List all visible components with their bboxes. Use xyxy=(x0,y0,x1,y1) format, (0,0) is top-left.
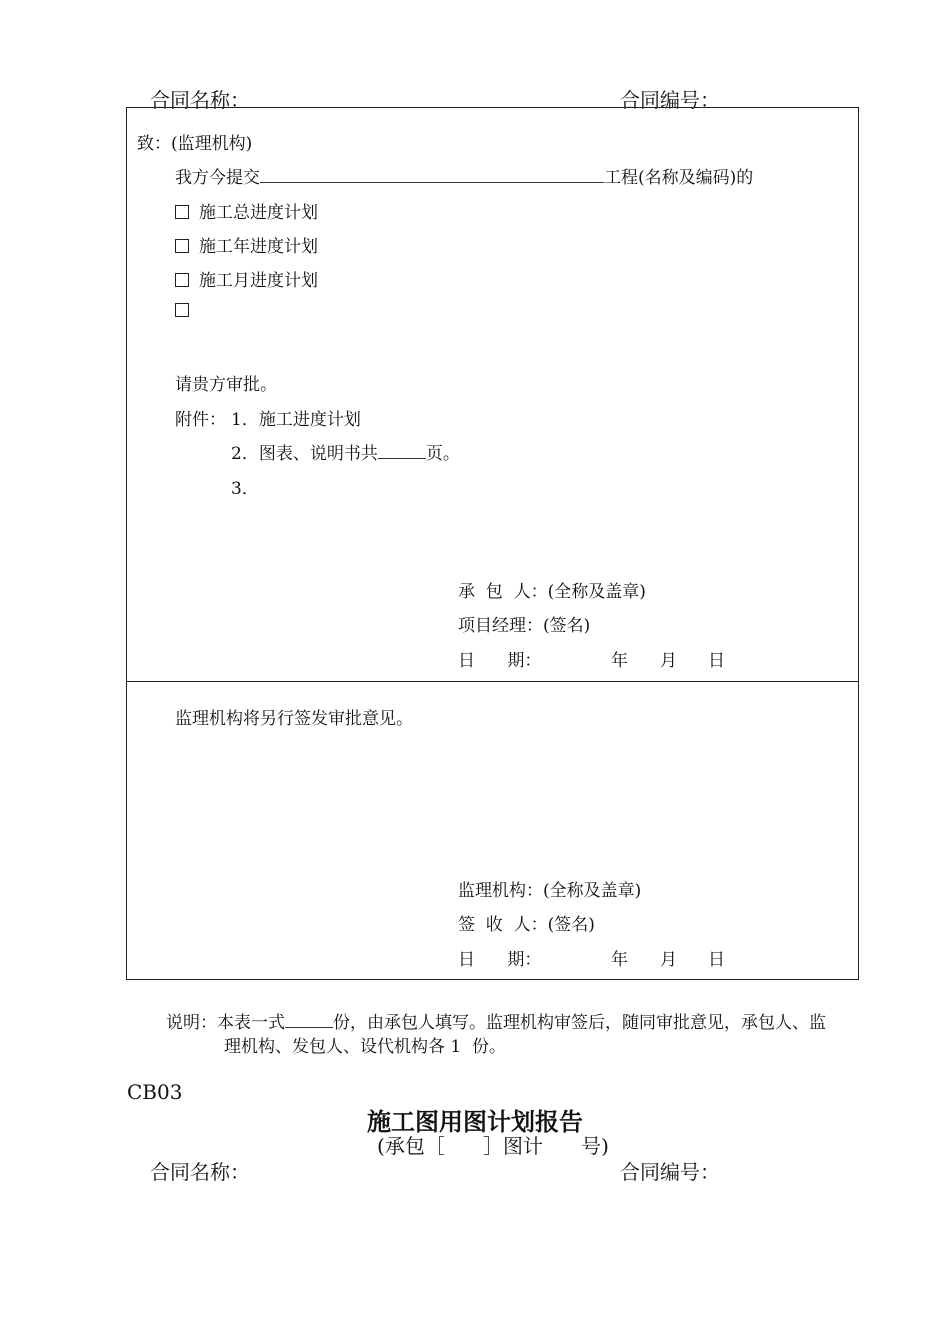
receiver-label: 签 收 人：(签名) xyxy=(458,915,595,935)
attach-item-2 xyxy=(231,439,460,464)
project-name-field[interactable] xyxy=(260,168,604,183)
note-line-1-prefix: 说明：本表一式 xyxy=(166,1013,285,1033)
copies-field[interactable] xyxy=(285,1013,333,1028)
date2-day-unit: 日 xyxy=(708,950,725,970)
option-label: 施工年进度计划 xyxy=(199,237,318,257)
option-label: 施工总进度计划 xyxy=(199,203,318,223)
attach-item-3: 3． xyxy=(231,479,259,499)
attach-item-2-suffix: 页。 xyxy=(425,444,460,464)
date-label: 日 期： xyxy=(458,651,542,671)
contract-name-label-2: 合同名称： xyxy=(150,1160,250,1184)
contract-no-label-2: 合同编号： xyxy=(620,1160,720,1184)
project-manager-label: 项目经理：(签名) xyxy=(458,616,591,636)
submit-suffix: 工程(名称及编码)的 xyxy=(604,168,754,188)
attach-item-1: 1．施工进度计划 xyxy=(231,410,361,430)
submit-line xyxy=(175,163,753,188)
contract-name-label: 合同名称： xyxy=(150,88,250,112)
checkbox-icon[interactable] xyxy=(175,239,189,253)
checkbox-icon[interactable] xyxy=(175,303,189,317)
request-text: 请贵方审批。 xyxy=(175,375,277,395)
option-monthly-plan[interactable] xyxy=(175,266,318,291)
note-line-1-suffix: 份，由承包人填写。监理机构审签后，随同审批意见，承包人、监 xyxy=(333,1013,826,1033)
to-line: 致：(监理机构) xyxy=(137,134,253,154)
option-total-plan[interactable] xyxy=(175,198,318,223)
date-day-unit: 日 xyxy=(708,651,725,671)
checkbox-icon[interactable] xyxy=(175,205,189,219)
contract-no-label: 合同编号： xyxy=(620,88,720,112)
form-title: 施工图用图计划报告 xyxy=(367,1108,583,1136)
date-month-unit: 月 xyxy=(660,651,677,671)
page-count-field[interactable] xyxy=(378,444,426,459)
supervision-org-label: 监理机构：(全称及盖章) xyxy=(458,881,642,901)
option-annual-plan[interactable] xyxy=(175,232,318,257)
submit-prefix: 我方今提交 xyxy=(175,168,260,188)
contractor-label: 承 包 人：(全称及盖章) xyxy=(458,582,646,602)
note-line-2: 理机构、发包人、设代机构各 1 份。 xyxy=(224,1037,507,1057)
form-subtitle: (承包［ ］图计 号) xyxy=(377,1134,609,1158)
checkbox-icon[interactable] xyxy=(175,273,189,287)
supervision-opinion: 监理机构将另行签发审批意见。 xyxy=(175,709,413,729)
date2-year-unit: 年 xyxy=(611,950,628,970)
option-other[interactable] xyxy=(175,301,199,321)
date2-label: 日 期： xyxy=(458,950,542,970)
attach-label: 附件： xyxy=(175,410,226,430)
date2-month-unit: 月 xyxy=(660,950,677,970)
form-code: CB03 xyxy=(127,1080,183,1104)
note-line-1 xyxy=(166,1008,826,1033)
attach-item-2-prefix: 2．图表、说明书共 xyxy=(231,444,378,464)
date-year-unit: 年 xyxy=(611,651,628,671)
option-label: 施工月进度计划 xyxy=(199,271,318,291)
